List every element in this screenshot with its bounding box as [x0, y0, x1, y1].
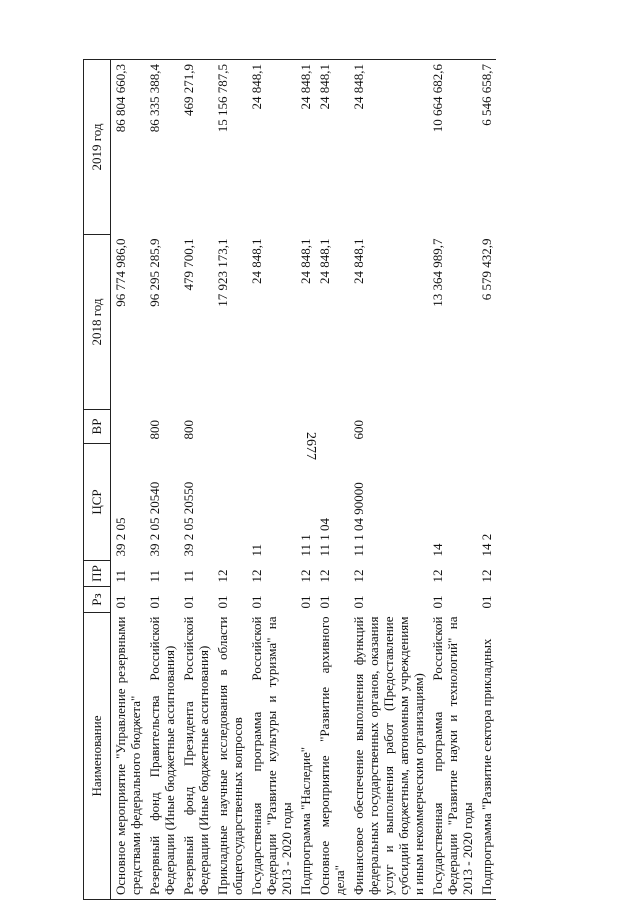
row-pr: 12 [215, 569, 230, 583]
row-2019: 10 664 682,6 [428, 60, 477, 235]
table-row [477, 60, 496, 900]
row-name: Основное мероприятие "Развитие архивного дела" [315, 613, 349, 900]
table-row [213, 60, 247, 900]
table-row [145, 60, 179, 900]
row-csr: 11 [249, 543, 264, 557]
row-vr [247, 410, 296, 444]
header-vr: ВР [84, 410, 111, 444]
row-name: Резервный фонд Президента Российской Федерации (Иные бюджетные ассигнования) [179, 613, 213, 900]
budget-table [83, 59, 496, 900]
row-name: Финансовое обеспечение выполнения функций федеральных государственных органов, оказания услуг и выполнения работ (Предоставление субсидий бюджетным, автономным учреждениям и иным некоммерческим организациям) [349, 613, 428, 900]
row-rz: 01 [181, 595, 196, 609]
table-row [111, 60, 146, 900]
row-csr: 14 [430, 543, 445, 557]
row-2018: 479 700,1 [181, 238, 196, 291]
header-2019: 2019 год [84, 60, 111, 235]
row-pr: 11 [147, 569, 162, 583]
row-pr: 12 [298, 569, 313, 583]
row-2018: 24 848,1 [351, 238, 366, 284]
row-2019: 469 271,9 [179, 60, 213, 235]
row-name: Резервный фонд Правительства Российской Федерации (Иные бюджетные ассигнования) [145, 613, 179, 900]
row-2019: 15 156 787,5 [213, 60, 247, 235]
row-name: Подпрограмма "Наследие" [296, 613, 315, 900]
row-csr: 11 1 04 90000 [351, 482, 366, 557]
header-rz: Рз [84, 587, 111, 613]
row-2019: 24 848,1 [247, 60, 296, 235]
row-csr [213, 444, 247, 561]
header-row [84, 60, 111, 900]
page-number: 2677 [303, 432, 318, 460]
table-row [247, 60, 296, 900]
header-pr: ПР [84, 561, 111, 587]
row-rz: 01 [215, 595, 230, 609]
row-2018: 96 774 986,0 [113, 238, 128, 307]
row-rz: 01 [430, 595, 445, 609]
header-csr: ЦСР [84, 444, 111, 561]
row-rz: 01 [479, 595, 494, 609]
row-csr: 11 1 04 [317, 517, 332, 557]
row-2018: 17 923 173,1 [215, 238, 230, 307]
row-vr: 800 [181, 420, 196, 440]
row-rz: 01 [113, 595, 128, 609]
row-csr: 39 2 05 20540 [147, 481, 162, 557]
row-name: Прикладные научные исследования в области общегосударственных вопросов [213, 613, 247, 900]
row-csr: 11 1 [298, 534, 313, 557]
row-vr [213, 410, 247, 444]
row-vr [428, 410, 477, 444]
row-vr [296, 410, 315, 444]
row-2019: 6 546 658,7 [477, 60, 496, 235]
row-2018: 96 295 285,9 [147, 238, 162, 307]
table-row [315, 60, 349, 900]
row-csr: 14 2 [479, 533, 494, 557]
row-pr: 12 [479, 569, 494, 583]
row-name: Государственная программа Российской Федерации "Развитие науки и технологий" на 2013 - 2020 годы [428, 613, 477, 900]
row-2019: 24 848,1 [349, 60, 428, 235]
row-pr: 11 [181, 569, 196, 583]
row-pr: 12 [249, 569, 264, 583]
row-name: Основное мероприятие "Управление резервными средствами федерального бюджета" [111, 613, 146, 900]
row-vr: 600 [351, 420, 366, 440]
row-2018: 24 848,1 [249, 238, 264, 284]
table-row [349, 60, 428, 900]
header-name: Наименование [84, 613, 111, 900]
row-2018: 6 579 432,9 [479, 238, 494, 301]
row-rz: 01 [249, 595, 264, 609]
row-vr [111, 410, 146, 444]
row-2019: 86 804 660,3 [111, 60, 146, 235]
row-name: Государственная программа Российской Федерации "Развитие культуры и туризма" на 2013 - 2020 годы [247, 613, 296, 900]
row-rz: 01 [298, 595, 313, 609]
row-2019: 24 848,1 [296, 60, 315, 235]
row-2019: 86 335 388,4 [145, 60, 179, 235]
rotated-page-content [83, 60, 620, 900]
row-pr: 12 [317, 569, 332, 583]
row-2019: 24 848,1 [315, 60, 349, 235]
table-row [179, 60, 213, 900]
row-pr: 12 [430, 569, 445, 583]
table-row [428, 60, 477, 900]
row-csr: 39 2 05 20550 [181, 481, 196, 557]
row-name: Подпрограмма "Развитие сектора прикладных [477, 613, 496, 900]
row-pr: 12 [351, 569, 366, 583]
row-2018: 13 364 989,7 [430, 238, 445, 307]
row-vr: 800 [147, 420, 162, 440]
row-pr: 11 [113, 569, 128, 583]
row-2018: 24 848,1 [317, 238, 332, 284]
row-rz: 01 [351, 595, 366, 609]
table-row [296, 60, 315, 900]
row-rz: 01 [317, 595, 332, 609]
row-csr: 39 2 05 [113, 517, 128, 557]
row-rz: 01 [147, 595, 162, 609]
row-vr [315, 410, 349, 444]
row-vr [477, 410, 496, 444]
header-2018: 2018 год [84, 235, 111, 410]
row-2018: 24 848,1 [298, 238, 313, 284]
